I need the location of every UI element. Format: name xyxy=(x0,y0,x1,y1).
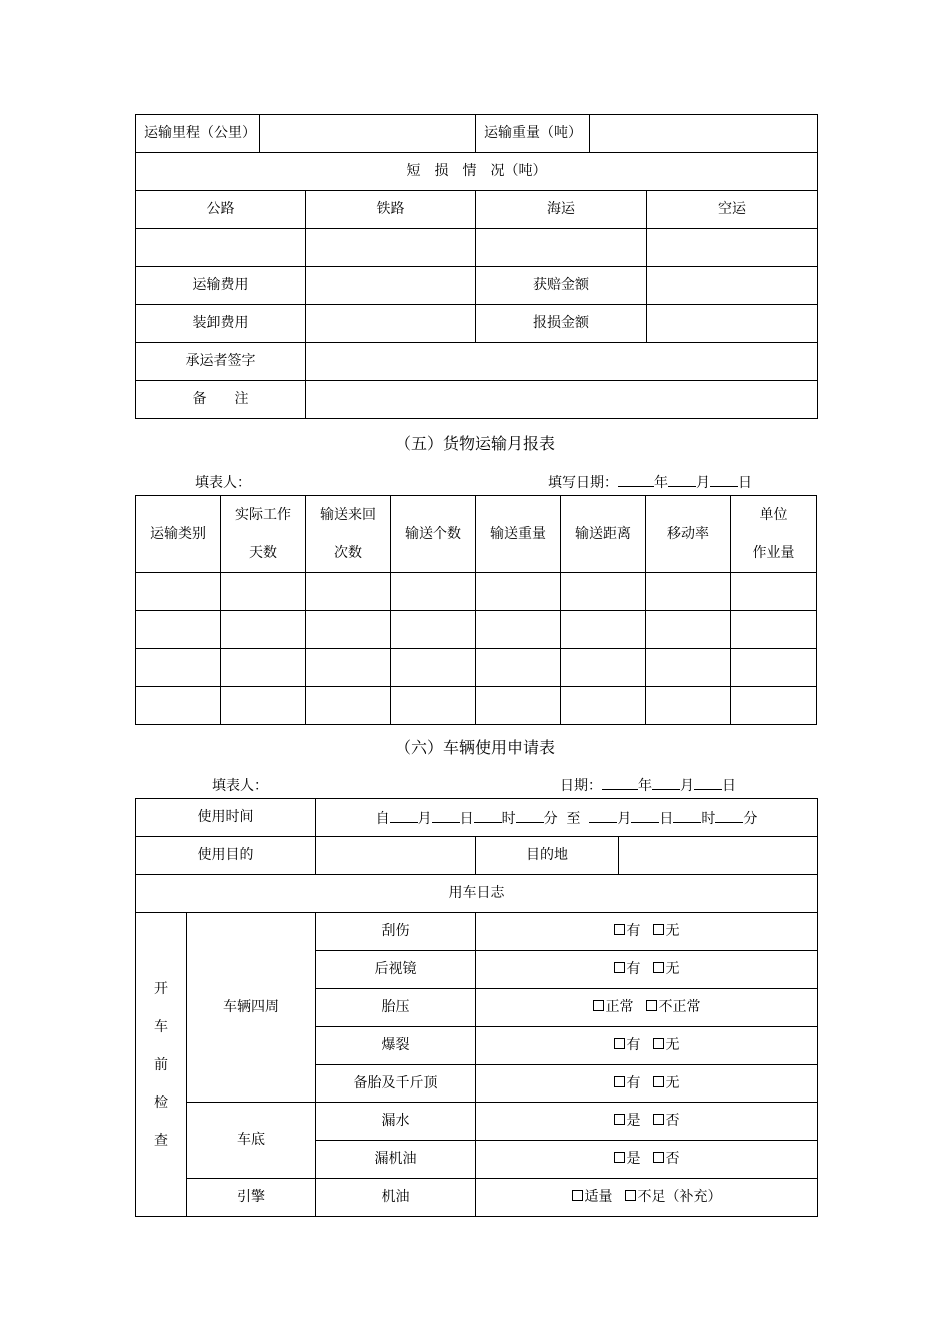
purpose-label: 使用目的 xyxy=(136,837,316,875)
table-cell[interactable] xyxy=(136,611,221,649)
checkbox-option[interactable]: 否 xyxy=(653,1113,680,1129)
table-cell[interactable] xyxy=(306,687,391,725)
to-hour-field[interactable] xyxy=(673,808,701,823)
to-minute-field[interactable] xyxy=(715,808,743,823)
vehicle-month-label: 月 xyxy=(680,778,694,794)
mode-rail: 铁路 xyxy=(306,191,476,229)
checkbox-option[interactable]: 无 xyxy=(653,1037,680,1053)
vehicle-filler-label: 填表人： xyxy=(212,778,268,794)
item-burst: 爆裂 xyxy=(316,1027,476,1065)
from-month-field[interactable] xyxy=(390,808,418,823)
checkbox-option[interactable]: 有 xyxy=(614,961,641,977)
header-weight: 输送重量 xyxy=(476,496,561,573)
table-cell[interactable] xyxy=(136,649,221,687)
vehicle-date-line xyxy=(560,775,736,795)
table-cell[interactable] xyxy=(476,687,561,725)
table-cell[interactable] xyxy=(476,611,561,649)
burst-options xyxy=(476,1027,818,1065)
monthly-date-label: 填写日期： xyxy=(548,475,618,491)
transport-summary-table xyxy=(135,114,818,419)
table-cell[interactable] xyxy=(731,611,817,649)
table-cell[interactable] xyxy=(561,611,646,649)
weight-label: 运输重量（吨） xyxy=(476,115,590,153)
oil-options xyxy=(476,1179,818,1217)
distance-label: 运输里程（公里） xyxy=(136,115,260,153)
table-cell[interactable] xyxy=(136,687,221,725)
header-workdays: 实际工作 天数 xyxy=(221,496,306,573)
destination-field[interactable] xyxy=(619,837,818,875)
checkbox-option[interactable]: 是 xyxy=(614,1151,641,1167)
mode-sea: 海运 xyxy=(476,191,647,229)
usage-time-label: 使用时间 xyxy=(136,799,316,837)
vehicle-year-label: 年 xyxy=(638,778,652,794)
road-value-field[interactable] xyxy=(136,229,306,267)
scratch-options xyxy=(476,913,818,951)
destination-label: 目的地 xyxy=(476,837,619,875)
table-cell[interactable] xyxy=(221,573,306,611)
header-trips: 输送来回 次数 xyxy=(306,496,391,573)
header-count: 输送个数 xyxy=(391,496,476,573)
header-rate: 移动率 xyxy=(646,496,731,573)
handling-cost-field[interactable] xyxy=(306,305,476,343)
table-cell[interactable] xyxy=(136,573,221,611)
table-row xyxy=(136,687,817,725)
table-cell[interactable] xyxy=(731,573,817,611)
table-cell[interactable] xyxy=(306,573,391,611)
mirror-options xyxy=(476,951,818,989)
item-oil: 机油 xyxy=(316,1179,476,1217)
monthly-day-field[interactable] xyxy=(710,472,738,487)
checkbox-option[interactable]: 有 xyxy=(614,1075,641,1091)
freight-cost-field[interactable] xyxy=(306,267,476,305)
table-cell[interactable] xyxy=(476,573,561,611)
item-water-leak: 漏水 xyxy=(316,1103,476,1141)
freight-cost-label: 运输费用 xyxy=(136,267,306,305)
compensation-field[interactable] xyxy=(647,267,818,305)
checkbox-option[interactable]: 有 xyxy=(614,923,641,939)
table-cell[interactable] xyxy=(731,687,817,725)
to-day-field[interactable] xyxy=(631,808,659,823)
monthly-filler-label: 填表人： xyxy=(195,475,251,491)
checkbox-option[interactable]: 无 xyxy=(653,1075,680,1091)
monthly-year-label: 年 xyxy=(654,475,668,491)
weight-field[interactable] xyxy=(590,115,818,153)
table-cell[interactable] xyxy=(561,687,646,725)
sea-value-field[interactable] xyxy=(476,229,647,267)
table-cell[interactable] xyxy=(391,573,476,611)
checkbox-option[interactable]: 适量 xyxy=(572,1189,613,1205)
tire-pressure-options xyxy=(476,989,818,1027)
to-month-field[interactable] xyxy=(589,808,617,823)
loss-amount-field[interactable] xyxy=(647,305,818,343)
table-cell[interactable] xyxy=(731,649,817,687)
vehicle-day-field[interactable] xyxy=(694,775,722,790)
table-cell[interactable] xyxy=(646,611,731,649)
damage-heading: 短 损 情 况（吨） xyxy=(136,153,818,191)
table-cell[interactable] xyxy=(221,687,306,725)
checkbox-option[interactable]: 否 xyxy=(653,1151,680,1167)
table-cell[interactable] xyxy=(221,611,306,649)
checkbox-option[interactable]: 不足（补充） xyxy=(625,1189,722,1205)
checkbox-option[interactable]: 正常 xyxy=(593,999,634,1015)
rail-value-field[interactable] xyxy=(306,229,476,267)
monthly-month-label: 月 xyxy=(696,475,710,491)
table-cell[interactable] xyxy=(391,611,476,649)
monthly-year-field[interactable] xyxy=(618,472,654,487)
vehicle-month-field[interactable] xyxy=(652,775,680,790)
monthly-report-title: （五）货物运输月报表 xyxy=(394,434,555,453)
table-cell[interactable] xyxy=(476,649,561,687)
checkbox-option[interactable]: 是 xyxy=(614,1113,641,1129)
checkbox-option[interactable]: 不正常 xyxy=(646,999,701,1015)
table-cell[interactable] xyxy=(391,649,476,687)
header-distance: 输送距离 xyxy=(561,496,646,573)
log-heading: 用车日志 xyxy=(136,875,818,913)
item-scratch: 刮伤 xyxy=(316,913,476,951)
from-minute-field[interactable] xyxy=(516,808,544,823)
remarks-field[interactable] xyxy=(306,381,818,419)
table-cell[interactable] xyxy=(561,573,646,611)
checkbox-option[interactable]: 无 xyxy=(653,961,680,977)
compensation-label: 获赔金额 xyxy=(476,267,647,305)
vehicle-day-label: 日 xyxy=(722,778,736,794)
item-oil-leak: 漏机油 xyxy=(316,1141,476,1179)
group-around: 车辆四周 xyxy=(187,913,316,1103)
monthly-date-line xyxy=(548,472,752,492)
water-leak-options xyxy=(476,1103,818,1141)
loss-amount-label: 报损金额 xyxy=(476,305,647,343)
from-day-field[interactable] xyxy=(432,808,460,823)
vehicle-form-title: （六）车辆使用申请表 xyxy=(394,738,555,757)
table-cell[interactable] xyxy=(646,687,731,725)
monthly-day-label: 日 xyxy=(738,475,752,491)
checkbox-option[interactable]: 无 xyxy=(653,923,680,939)
monthly-month-field[interactable] xyxy=(668,472,696,487)
table-cell[interactable] xyxy=(391,687,476,725)
item-mirror: 后视镜 xyxy=(316,951,476,989)
spare-options xyxy=(476,1065,818,1103)
item-tire-pressure: 胎压 xyxy=(316,989,476,1027)
precheck-label: 开 车 前 检 查 xyxy=(136,913,187,1217)
mode-air: 空运 xyxy=(647,191,818,229)
vehicle-application-table xyxy=(135,798,818,1217)
table-cell[interactable] xyxy=(646,649,731,687)
header-unit-workload: 单位 作业量 xyxy=(731,496,817,573)
monthly-report-table xyxy=(135,495,817,725)
table-cell[interactable] xyxy=(561,649,646,687)
table-cell[interactable] xyxy=(306,611,391,649)
purpose-field[interactable] xyxy=(316,837,476,875)
mode-road: 公路 xyxy=(136,191,306,229)
header-category: 运输类别 xyxy=(136,496,221,573)
from-hour-field[interactable] xyxy=(474,808,502,823)
table-row xyxy=(136,611,817,649)
air-value-field[interactable] xyxy=(647,229,818,267)
carrier-sign-label: 承运者签字 xyxy=(136,343,306,381)
handling-cost-label: 装卸费用 xyxy=(136,305,306,343)
distance-field[interactable] xyxy=(260,115,476,153)
item-spare-jack: 备胎及千斤顶 xyxy=(316,1065,476,1103)
group-chassis: 车底 xyxy=(187,1103,316,1179)
table-cell[interactable] xyxy=(221,649,306,687)
table-row xyxy=(136,573,817,611)
table-cell[interactable] xyxy=(306,649,391,687)
remarks-label: 备 注 xyxy=(136,381,306,419)
vehicle-date-label: 日期： xyxy=(560,778,602,794)
oil-leak-options xyxy=(476,1141,818,1179)
usage-time-range: 自 月 日 时 分 至 月 日 时 分 xyxy=(316,799,818,837)
group-engine: 引擎 xyxy=(187,1179,316,1217)
table-cell[interactable] xyxy=(646,573,731,611)
checkbox-option[interactable]: 有 xyxy=(614,1037,641,1053)
carrier-sign-field[interactable] xyxy=(306,343,818,381)
vehicle-year-field[interactable] xyxy=(602,775,638,790)
table-row xyxy=(136,649,817,687)
